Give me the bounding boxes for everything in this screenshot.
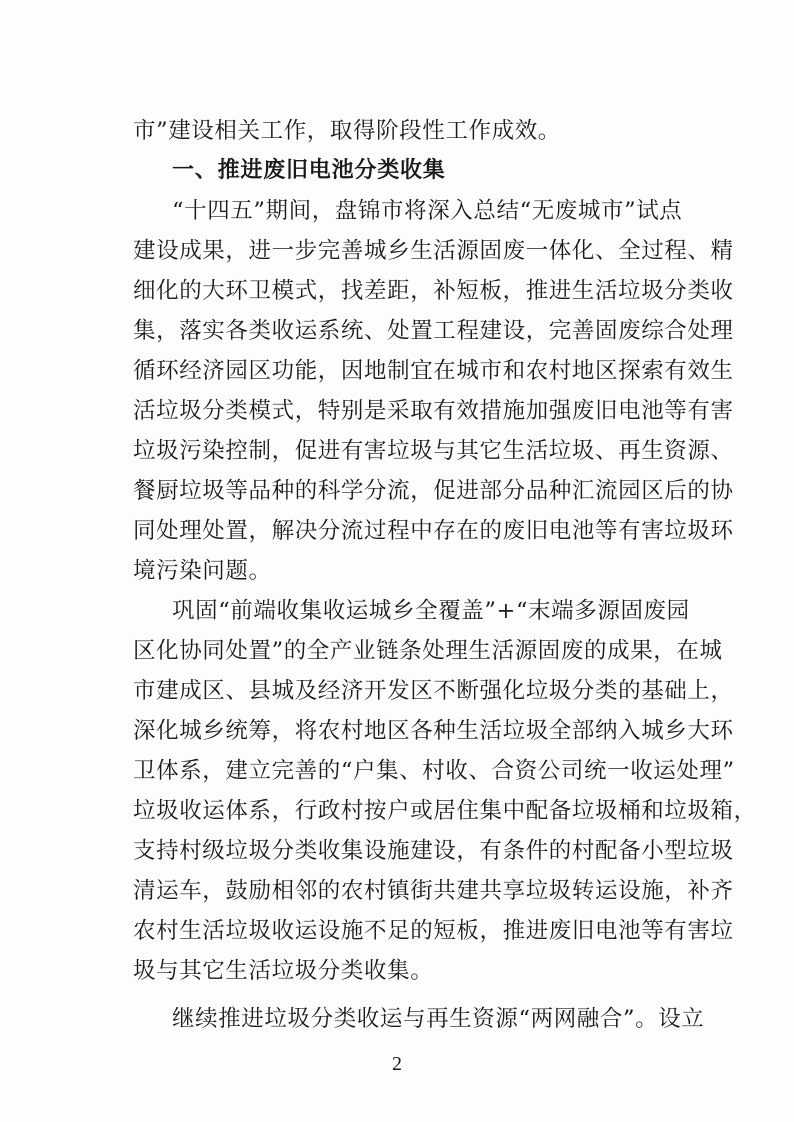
paragraph-line: 建设成果，进一步完善城乡生活源固废一体化、全过程、精 <box>133 238 734 264</box>
paragraph-line: 同处理处置，解决分流过程中存在的废旧电池等有害垃圾环 <box>133 518 734 544</box>
paragraph-line: 垃圾污染控制，促进有害垃圾与其它生活垃圾、再生资源、 <box>133 438 734 464</box>
paragraph-line: 活垃圾分类模式，特别是采取有效措施加强废旧电池等有害 <box>133 398 734 424</box>
paragraph-line: 继续推进垃圾分类收运与再生资源“两网融合”。设立 <box>172 1006 705 1032</box>
page-number: 2 <box>392 1053 402 1075</box>
paragraph-line: 深化城乡统筹，将农村地区各种生活垃圾全部纳入城乡大环 <box>133 718 734 744</box>
paragraph-line: 清运车，鼓励相邻的农村镇街共建共享垃圾转运设施，补齐 <box>133 878 734 904</box>
continuation-line: 市”建设相关工作，取得阶段性工作成效。 <box>133 118 561 144</box>
paragraph-line: 圾与其它生活垃圾分类收集。 <box>133 958 434 984</box>
paragraph-line: 餐厨垃圾等品种的科学分流，促进部分品种汇流园区后的协 <box>133 478 734 504</box>
paragraph-line: 卫体系，建立完善的“户集、村收、合资公司统一收运处理” <box>133 758 735 784</box>
paragraph-line: 垃圾收运体系，行政村按户或居住集中配备垃圾桶和垃圾箱， <box>133 798 757 824</box>
paragraph-line: 巩固“前端收集收运城乡全覆盖”+“末端多源固废园 <box>172 598 690 624</box>
paragraph-line: 集，落实各类收运系统、处置工程建设，完善固废综合处理 <box>133 318 734 344</box>
section-heading: 一、推进废旧电池分类收集 <box>172 158 446 183</box>
paragraph-line: 区化协同处置”的全产业链条处理生活源固废的成果，在城 <box>133 638 723 664</box>
paragraph-line: 农村生活垃圾收运设施不足的短板，推进废旧电池等有害垃 <box>133 918 734 944</box>
paragraph-line: 支持村级垃圾分类收集设施建设，有条件的村配备小型垃圾 <box>133 838 734 864</box>
paragraph-line: “十四五”期间，盘锦市将深入总结“无废城市”试点 <box>172 198 683 224</box>
paragraph-line: 循环经济园区功能，因地制宜在城市和农村地区探索有效生 <box>133 358 734 384</box>
paragraph-line: 境污染问题。 <box>133 558 272 584</box>
paragraph-line: 细化的大环卫模式，找差距，补短板，推进生活垃圾分类收 <box>133 278 734 304</box>
paragraph-line: 市建成区、县城及经济开发区不断强化垃圾分类的基础上， <box>133 678 734 704</box>
